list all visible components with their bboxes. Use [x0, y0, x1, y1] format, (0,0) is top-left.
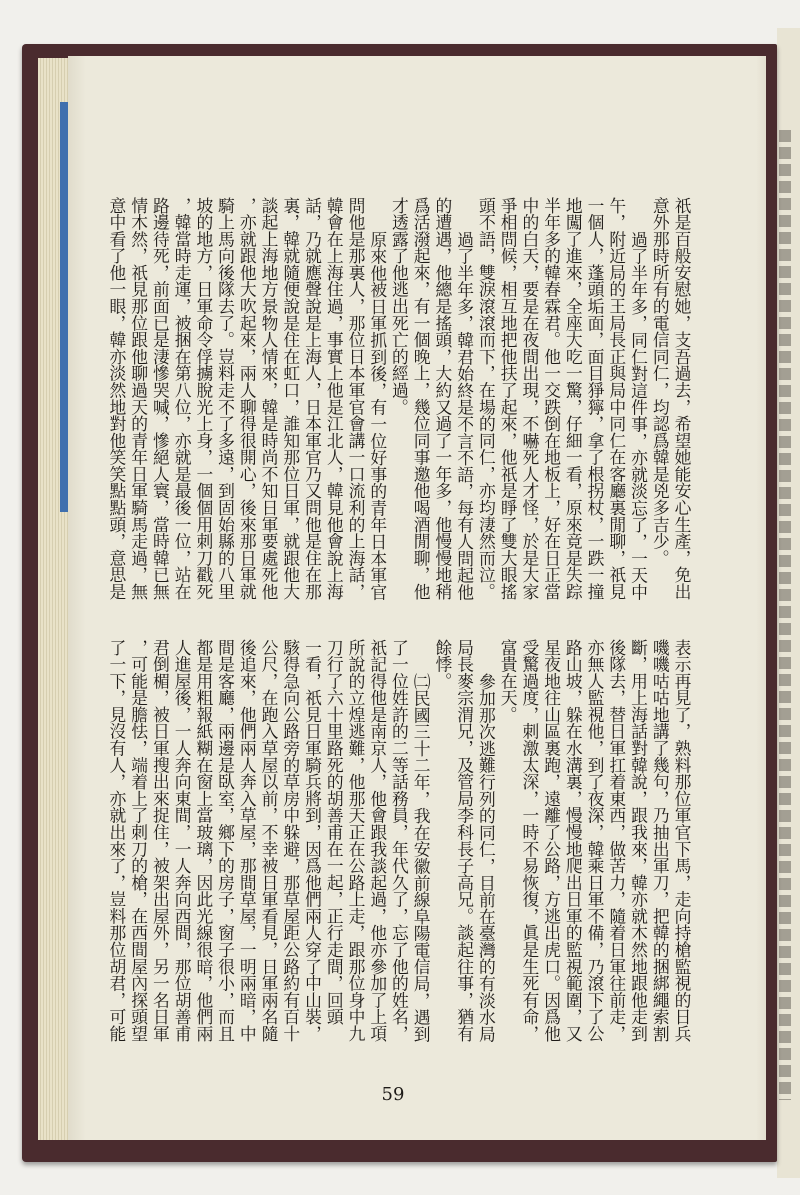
text-column: 參加那次逃難行列的同仁，目前在臺灣的有淡水局	[476, 672, 497, 1042]
text-column: 君倒楣，被日軍搜出來捉住，被架出屋外，另一名日軍	[150, 639, 171, 1042]
text-column: 路邊待死，前面已是淒慘哭喊，慘絕人寰，當時韓已無	[150, 197, 171, 600]
text-column: 的遭遇，他總是搖頭，大約又過了一年多，他慢慢地稍	[432, 197, 453, 600]
text-column: 坡的地方，日軍命令俘擄脫光上身，一個個用刺刀戳死	[193, 197, 214, 600]
text-column: 頭不語，雙淚滾滾而下，在場的同仁，亦均淒然而泣。	[476, 197, 497, 600]
text-column: 祇記得他是南京人，他會跟我談起過，他亦參加了上項	[367, 639, 388, 1042]
upper-text-block	[105, 197, 692, 609]
text-column: 一個人，蓬頭垢面，面目猙獰，拿了根拐杖，一跌一撞	[585, 197, 606, 600]
text-column: 亦無人監視他，到了夜深，韓乘日軍不備，乃滾下了公	[585, 639, 606, 1042]
text-column: 嘰嘰咕咕地講了幾句，乃抽出軍刀，把韓的捆綁繩索割	[650, 639, 671, 1042]
lower-text-block	[105, 639, 692, 1051]
text-column: 情木然，祇見那位跟他聊過天的青年日軍騎馬走過，無	[128, 197, 149, 600]
text-column: 祇是百般安慰她，支吾過去，希望她能安心生產，免出	[672, 197, 692, 600]
text-column: 路山坡，躲在水溝裏，慢慢地爬出日軍的監視範圍，又	[563, 639, 584, 1042]
text-column: 爭相問候，相互地把他扶了起來，他祇是睜了雙大眼搖	[498, 197, 519, 600]
text-column: 餘悸。	[432, 639, 453, 690]
text-column: 表示再見了，熟料那位軍官下馬，走向持槍監視的日兵	[672, 639, 692, 1042]
text-column: 才透露了他逃出死亡的經過。	[389, 197, 410, 416]
text-column: 中的白天，要是在夜間出現，不嚇死人才怪，於是大家	[519, 197, 540, 600]
text-column: 原來他被日軍抓到後，有一位好事的青年日本軍官	[367, 230, 388, 600]
text-column: 意中看了他一眼，韓亦淡然地對他笑笑點點頭，意思是	[106, 197, 127, 600]
text-column: ㈡民國三十二年，我在安徽前線阜陽電信局，遇到	[411, 672, 432, 1042]
text-column: 受驚過度，刺激太深，一時不易恢復，眞是生死有命，	[519, 639, 540, 1042]
text-column: 爲活潑起來，有一個晚上，幾位同事邀他喝酒閒聊，他	[411, 197, 432, 600]
text-column: 話，乃就應聲說是上海人，日本軍官乃又問他是住在那	[302, 197, 323, 600]
text-column: 後隊去，替日軍扛着東西，做苦力，隨着日軍往前走，	[606, 639, 627, 1042]
text-column: 公尺，在跑入草屋以前，不幸被日軍看見，日軍兩名隨	[259, 639, 280, 1042]
text-column: ，韓當時走運，被捆在第八位，亦就是最後一位，站在	[172, 197, 193, 600]
text-column: 談起上海地方景物人情來，韓是時尚不知日軍要處死他	[259, 197, 280, 600]
text-column: ，亦就跟他大吹起來，兩人聊得很開心，後來那日軍就	[237, 197, 258, 600]
page-number: 59	[381, 1084, 405, 1105]
text-column: 過了半年多，同仁對這件事，亦就淡忘了，一天中	[628, 230, 649, 600]
text-column: 後追來，他們兩人奔入草屋，那間草屋，一明兩暗，中	[237, 639, 258, 1042]
text-column: ，可能是膽怯，端着上了刺刀的槍，在西間屋內探頭望	[128, 639, 149, 1042]
adjacent-page-cut-text	[779, 130, 791, 1100]
text-column: 所說的立煌逃難，他那天正在公路上走，跟那位身中九	[345, 639, 366, 1042]
text-column: 騎上馬向後隊去了。豈料走不了多遠，到固始縣的八里	[215, 197, 236, 600]
text-column: 富貴在天。	[498, 639, 519, 723]
text-column: 刀行了六十里路死的胡善甫在一起，正行走間，回頭	[324, 639, 345, 1026]
text-column: 午，附近局的王局長正與局中同仁在客廳裏閒聊，祇見	[606, 197, 627, 600]
text-column: 了一位姓許的二等話務員，年代久了，忘了他的姓名，	[389, 639, 410, 1042]
text-column: 過了半年多，韓君始終是不言不語，每有人問起他	[454, 230, 475, 600]
text-column: 駭得急向公路旁的草房中躲避，那草屋距公路約有百十	[280, 639, 301, 1042]
text-column: 都是用粗報紙糊在窗上當玻璃，因此光線很暗，他們兩	[193, 639, 214, 1042]
text-column: 人進屋後，一人奔向東間，一人奔向西間，那位胡善甫	[172, 639, 193, 1042]
text-column: 星夜地往山區裏跑，遠離了公路，方逃出虎口。因爲他	[541, 639, 562, 1042]
text-column: 地闖了進來，全座大吃一驚，仔細一看，原來竟是失踪	[563, 197, 584, 600]
text-column: 間是客廳，兩邊是臥室，鄉下的房子，窗子很小，而且	[215, 639, 236, 1042]
text-column: 意外那時所有的電信同仁，均認爲韓是兇多吉少。	[650, 197, 671, 567]
text-column: 斷，用上海話對韓說，跟我來，韓亦就木然地跟他走到	[628, 639, 649, 1042]
blue-bookmark-strip	[60, 102, 68, 512]
text-column: 裏，韓就隨便說是住在虹口，誰知那位日軍，就跟他大	[280, 197, 301, 600]
text-column: 了一下，見沒有人，亦就出來了，豈料那位胡君，可能	[106, 639, 127, 1042]
text-column: 一看，祇見日軍騎兵將到，因爲他們兩人穿了中山裝，	[302, 639, 323, 1042]
text-column: 問他是那裏人，那位日本軍官會講一口流利的上海話，	[345, 197, 366, 600]
text-column: 韓會在上海住過，事實上他是江北人，韓見他會說上海	[324, 197, 345, 600]
text-column: 局長麥宗渭兄，及管局李科長子高兄。談起往事，猶有	[454, 639, 475, 1042]
text-column: 半年多的韓春霖君。他一交跌倒在地板上，好在日正當	[541, 197, 562, 600]
